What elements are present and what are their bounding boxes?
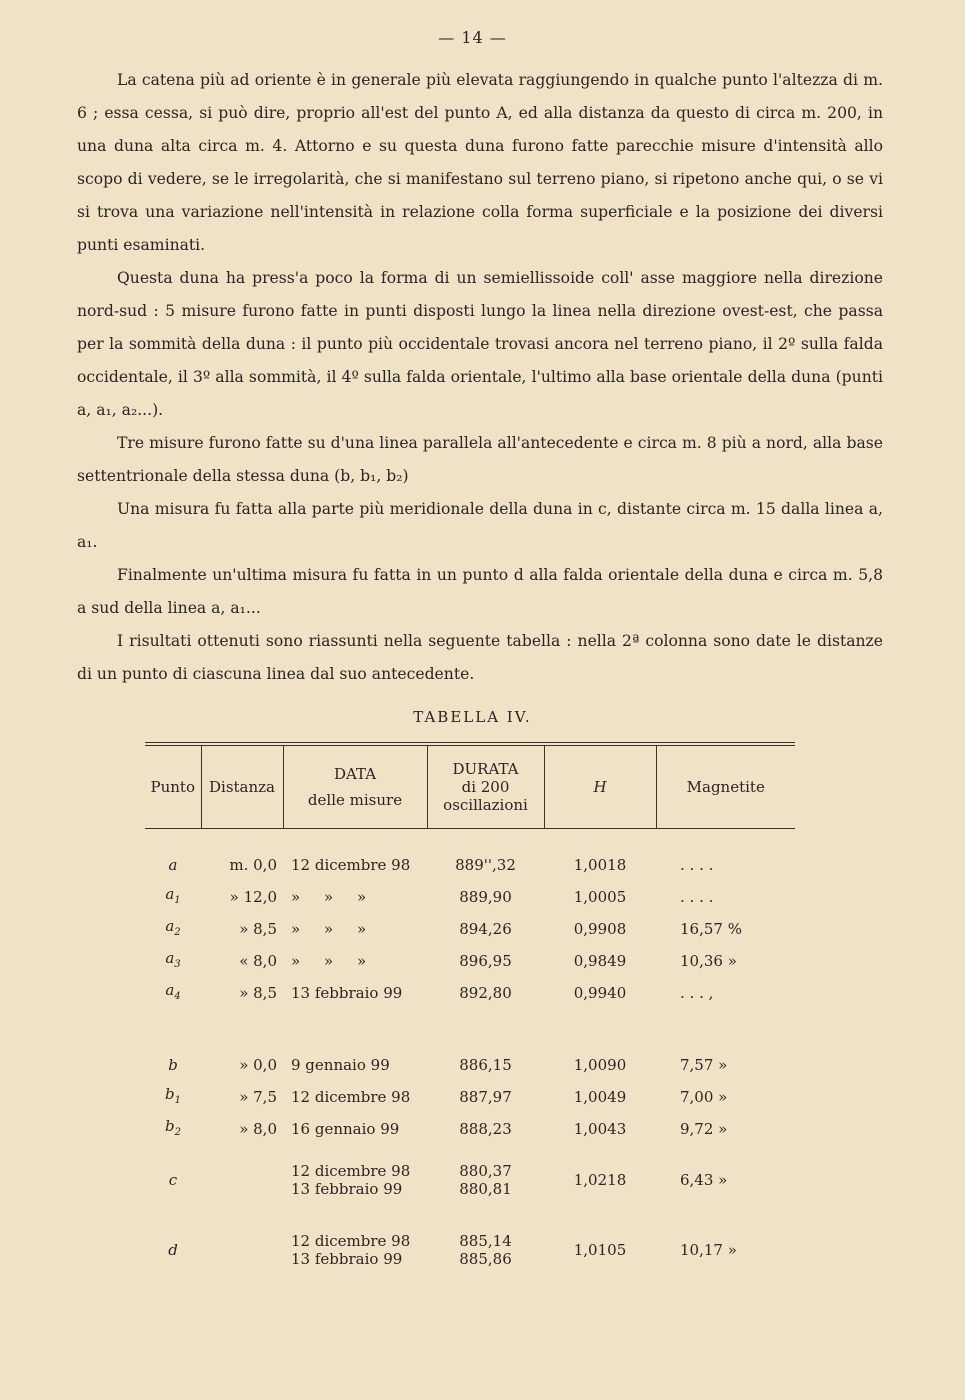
paragraph-3: Tre misure furono fatte su d'una linea parallela all'antecedente e circa m. 8 più a nord, alla base settentrionale della stessa duna (b, b₁, b₂) — [77, 434, 883, 485]
cell-h: 0,9940 — [573, 984, 627, 1002]
page-number: — 14 — — [438, 28, 507, 47]
cell-distanza: » 12,0 — [229, 888, 277, 906]
paragraph-1: La catena più ad oriente è in generale più elevata raggiungendo in qualche punto l'altezza di m. 6 ; essa cessa, si può dire, proprio all'est del punto A, ed alla distanza da questo di circa m. 200, in una duna alta circa m. 4. Attorno e su questa duna furono fatte parecchie misure d'intensità allo scopo di vedere, se le irregolarità, che si manifestano sul terreno piano, si ripetono anche qui, o se vi si trova una variazione nell'intensità in relazione colla forma superficiale e la posizione dei diversi punti esaminati. — [77, 71, 883, 254]
header-magnetite: Magnetite — [656, 746, 795, 829]
table-header-row — [145, 746, 795, 829]
durata-value: 889,90 — [459, 888, 512, 906]
cell-h: 1,0005 — [573, 888, 627, 906]
punto-letter: b — [165, 1116, 175, 1135]
cell-durata — [427, 1081, 544, 1113]
cell-data — [283, 881, 427, 913]
cell-data — [283, 829, 427, 882]
punto-subscript: 1 — [174, 1094, 181, 1106]
data-value: » » » — [291, 888, 367, 906]
data-value: 13 febbraio 99 — [291, 984, 403, 1002]
paragraph-6: I risultati ottenuti sono riassunti nella seguente tabella : nella 2ª colonna sono date le distanze di un punto di ciascuna linea dal suo antecedente. — [77, 632, 883, 683]
data-value: » » » — [291, 952, 367, 970]
table-row — [145, 1049, 795, 1081]
durata-value: 889'',32 — [455, 856, 516, 874]
data-value: 12 dicembre 98 — [291, 856, 411, 874]
punto-letter: c — [168, 1171, 178, 1189]
header-durata — [427, 746, 544, 829]
cell-distanza: » 8,0 — [239, 1120, 277, 1138]
cell-h: 1,0090 — [573, 1056, 627, 1074]
header-h — [544, 746, 656, 829]
cell-durata — [427, 1113, 544, 1145]
table-row — [145, 1081, 795, 1113]
durata-value: 886,15 — [459, 1056, 512, 1074]
cell-distanza: » 0,0 — [239, 1056, 277, 1074]
punto-letter: b — [165, 1084, 175, 1103]
cell-magnetite: . . . . — [680, 856, 714, 874]
table-row — [145, 1215, 795, 1285]
cell-data — [283, 913, 427, 945]
cell-magnetite: 7,00 » — [680, 1088, 728, 1106]
data-value: 12 dicembre 98 — [291, 1232, 411, 1250]
data-value: 12 dicembre 98 — [291, 1162, 411, 1180]
durata-value: 892,80 — [459, 984, 512, 1002]
punto-subscript: 2 — [174, 1126, 181, 1138]
data-value: 13 febbraio 99 — [291, 1180, 403, 1198]
cell-data — [283, 1215, 427, 1285]
cell-durata — [427, 1049, 544, 1081]
cell-h: 1,0043 — [573, 1120, 627, 1138]
cell-distanza: » 8,5 — [239, 920, 277, 938]
cell-magnetite: 10,17 » — [680, 1241, 737, 1259]
data-value: 9 gennaio 99 — [291, 1056, 390, 1074]
cell-h: 1,0105 — [573, 1241, 627, 1259]
cell-magnetite: 16,57 % — [680, 920, 742, 938]
table-row — [145, 1113, 795, 1145]
punto-letter: a — [165, 980, 175, 999]
cell-h: 0,9849 — [573, 952, 627, 970]
punto-subscript: 1 — [174, 894, 181, 906]
cell-magnetite: . . . , — [680, 984, 714, 1002]
paragraph-4: Una misura fu fatta alla parte più meridionale della duna in c, distante circa m. 15 dalla linea a, a₁. — [77, 500, 883, 551]
cell-distanza: m. 0,0 — [229, 856, 277, 874]
punto-letter: a — [165, 948, 175, 967]
table-spacer-row — [145, 1009, 795, 1049]
cell-punto — [145, 881, 201, 913]
punto-letter: d — [168, 1241, 178, 1259]
table-body — [145, 829, 795, 1286]
table-row — [145, 977, 795, 1009]
cell-punto — [145, 1215, 201, 1285]
table-row — [145, 913, 795, 945]
cell-data — [283, 1081, 427, 1113]
cell-magnetite: . . . . — [680, 888, 714, 906]
punto-letter: b — [168, 1056, 178, 1074]
punto-subscript: 2 — [174, 926, 181, 938]
cell-data — [283, 1049, 427, 1081]
data-value: » » » — [291, 920, 367, 938]
punto-letter: a — [165, 884, 175, 903]
cell-data — [283, 1145, 427, 1215]
cell-punto — [145, 1081, 201, 1113]
cell-h: 1,0049 — [573, 1088, 627, 1106]
durata-value: 880,81 — [459, 1180, 512, 1198]
durata-value: 880,37 — [459, 1162, 512, 1180]
cell-durata — [427, 1215, 544, 1285]
cell-punto — [145, 913, 201, 945]
header-punto: Punto — [145, 746, 201, 829]
paragraph-5: Finalmente un'ultima misura fu fatta in un punto d alla falda orientale della duna e circa m. 5,8 a sud della linea a, a₁... — [77, 566, 883, 617]
header-h-label: H — [593, 778, 607, 796]
cell-distanza — [201, 1145, 283, 1215]
cell-h: 1,0018 — [573, 856, 627, 874]
cell-distanza: « 8,0 — [239, 952, 277, 970]
table-row — [145, 881, 795, 913]
table-row — [145, 1145, 795, 1215]
punto-subscript: 4 — [174, 990, 181, 1002]
punto-letter: a — [165, 916, 175, 935]
cell-magnetite: 9,72 » — [680, 1120, 728, 1138]
header-durata-line-2: di 200 — [461, 778, 510, 796]
durata-value: 885,14 — [459, 1232, 512, 1250]
cell-durata — [427, 1145, 544, 1215]
cell-data — [283, 945, 427, 977]
cell-distanza: » 8,5 — [239, 984, 277, 1002]
cell-data — [283, 977, 427, 1009]
cell-durata — [427, 881, 544, 913]
cell-punto — [145, 1049, 201, 1081]
durata-value: 888,23 — [459, 1120, 512, 1138]
cell-punto — [145, 977, 201, 1009]
header-data-line-2: delle misure — [307, 791, 403, 809]
cell-data — [283, 1113, 427, 1145]
cell-distanza: » 7,5 — [239, 1088, 277, 1106]
data-table — [145, 746, 795, 1285]
cell-magnetite: 7,57 » — [680, 1056, 728, 1074]
body-text — [77, 64, 883, 691]
cell-durata — [427, 913, 544, 945]
cell-h: 0,9908 — [573, 920, 627, 938]
table-row — [145, 945, 795, 977]
cell-punto — [145, 829, 201, 882]
table-title: TABELLA IV. — [413, 708, 532, 726]
header-durata-line-3: oscillazioni — [443, 796, 528, 814]
data-value: 13 febbraio 99 — [291, 1250, 403, 1268]
cell-durata — [427, 977, 544, 1009]
header-distanza: Distanza — [201, 746, 283, 829]
cell-h: 1,0218 — [573, 1171, 627, 1189]
table-row — [145, 829, 795, 882]
durata-value: 894,26 — [459, 920, 512, 938]
cell-magnetite: 6,43 » — [680, 1171, 728, 1189]
header-data — [283, 746, 427, 829]
cell-distanza — [201, 1215, 283, 1285]
punto-letter: a — [168, 856, 178, 874]
cell-durata — [427, 945, 544, 977]
header-durata-line-1: DURATA — [452, 760, 519, 778]
punto-subscript: 3 — [174, 958, 181, 970]
cell-punto — [145, 1145, 201, 1215]
table-spacer-cell — [145, 1009, 795, 1049]
durata-value: 885,86 — [459, 1250, 512, 1268]
header-data-line-1: DATA — [333, 765, 377, 783]
cell-durata — [427, 829, 544, 882]
durata-value: 887,97 — [459, 1088, 512, 1106]
data-value: 16 gennaio 99 — [291, 1120, 400, 1138]
cell-magnetite: 10,36 » — [680, 952, 737, 970]
cell-punto — [145, 945, 201, 977]
durata-value: 896,95 — [459, 952, 512, 970]
data-table-container — [145, 742, 795, 1285]
data-value: 12 dicembre 98 — [291, 1088, 411, 1106]
cell-punto — [145, 1113, 201, 1145]
paragraph-2: Questa duna ha press'a poco la forma di un semiellissoide coll' asse maggiore nella direzione nord-sud : 5 misure furono fatte in punti disposti lungo la linea nella direzione ovest-est, che passa per la sommità della duna : il punto più occidentale trovasi ancora nel terreno piano, il 2º sulla falda occidentale, il 3º alla sommità, il 4º sulla falda orientale, l'ultimo alla base orientale della duna (punti a, a₁, a₂...). — [77, 269, 883, 419]
